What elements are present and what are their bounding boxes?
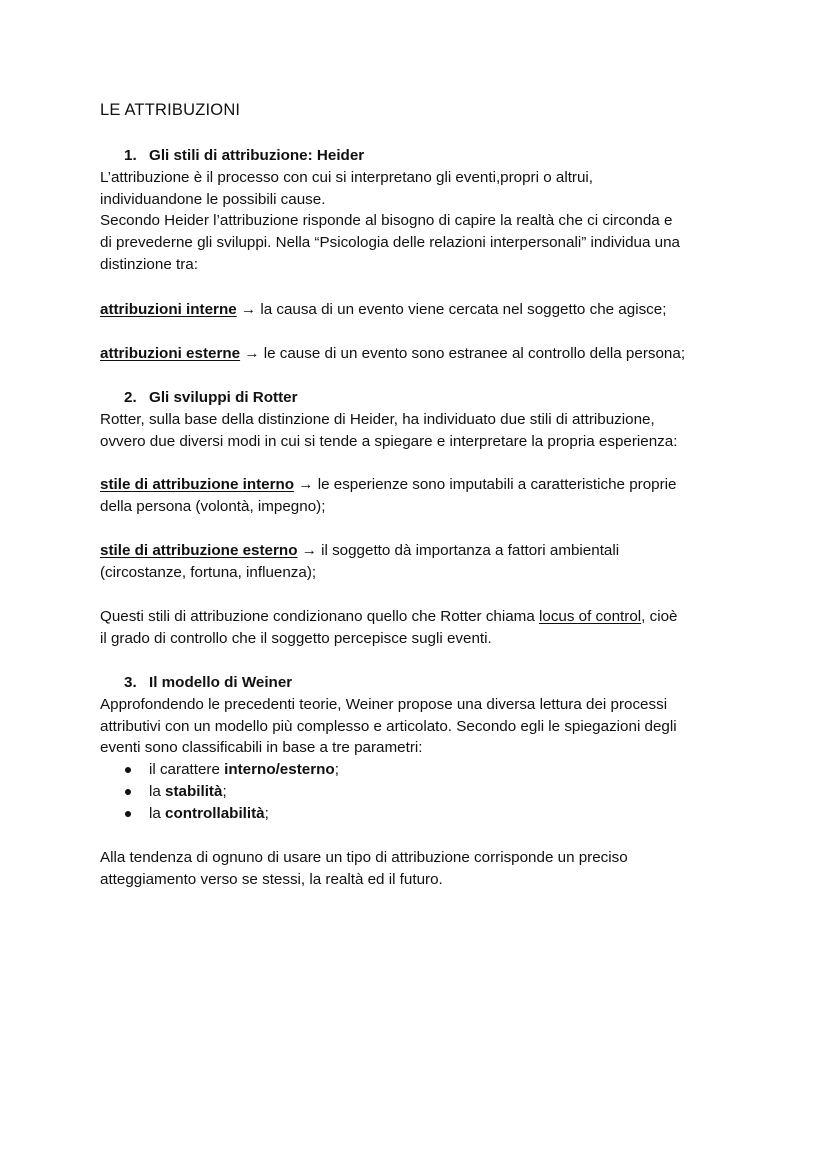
text-line: atteggiamento verso se stessi, la realtà ed il futuro. bbox=[100, 870, 443, 888]
locus-of-control-term: locus of control bbox=[539, 608, 642, 625]
definition-internal-attributions bbox=[100, 299, 740, 321]
text-line: Secondo Heider l’attribuzione risponde al bisogno di capire la realtà che ci circonda e bbox=[100, 212, 673, 230]
definition-internal-style bbox=[100, 474, 740, 518]
bullet-icon bbox=[125, 789, 131, 795]
definition-text: (circostanze, fortuna, influenza); bbox=[100, 563, 317, 581]
definition-text: → le cause di un evento sono estranee al controllo della persona; bbox=[240, 345, 686, 362]
section-heading bbox=[100, 145, 740, 167]
definition-external-attributions bbox=[100, 343, 740, 365]
section-heading-text: Il modello di Weiner bbox=[149, 674, 293, 691]
defined-term: stile di attribuzione interno bbox=[100, 476, 295, 493]
text-line: il grado di controllo che il soggetto percepisce sugli eventi. bbox=[100, 629, 492, 647]
list-item: la stabilità; bbox=[100, 781, 740, 803]
defined-term: stile di attribuzione esterno bbox=[100, 542, 298, 559]
definition-text: della persona (volontà, impegno); bbox=[100, 497, 326, 515]
text-fragment: Questi stili di attribuzione condizionano quello che Rotter chiama bbox=[100, 608, 539, 625]
section-number: 2. bbox=[124, 389, 137, 406]
section-heading-text: Gli sviluppi di Rotter bbox=[149, 389, 298, 406]
parameter-list bbox=[100, 759, 740, 824]
section-heading bbox=[100, 387, 740, 409]
paragraph bbox=[100, 167, 740, 211]
locus-of-control-paragraph bbox=[100, 606, 740, 650]
emphasis: interno/esterno bbox=[224, 761, 335, 779]
text-line: Alla tendenza di ognuno di usare un tipo di attribuzione corrisponde un preciso bbox=[100, 849, 628, 866]
definition-text: → la causa di un evento viene cercata nel soggetto che agisce; bbox=[236, 301, 667, 318]
closing-paragraph bbox=[100, 847, 740, 891]
text-line: individuandone le possibili cause. bbox=[100, 190, 326, 208]
section-heading-text: Gli stili di attribuzione: Heider bbox=[149, 147, 365, 164]
section-number: 1. bbox=[124, 147, 137, 164]
bullet-icon bbox=[125, 811, 131, 817]
paragraph bbox=[100, 694, 740, 759]
emphasis: stabilità bbox=[165, 782, 223, 800]
text-line: Approfondendo le precedenti teorie, Weiner propose una diversa lettura dei processi bbox=[100, 695, 668, 713]
text-line: eventi sono classificabili in base a tre parametri: bbox=[100, 739, 423, 757]
text-line: Rotter, sulla base della distinzione di Heider, ha individuato due stili di attribuzione, bbox=[100, 410, 655, 428]
text-line: distinzione tra: bbox=[100, 255, 198, 273]
section-heider bbox=[100, 145, 740, 276]
list-item: il carattere interno/esterno; bbox=[100, 759, 740, 781]
defined-term: attribuzioni interne bbox=[100, 301, 237, 318]
defined-term: attribuzioni esterne bbox=[100, 345, 241, 362]
text-line: L’attribuzione è il processo con cui si interpretano gli eventi,propri o altrui, bbox=[100, 168, 594, 186]
section-weiner bbox=[100, 672, 740, 825]
definition-external-style bbox=[100, 540, 740, 584]
text-line: ovvero due diversi modi in cui si tende a spiegare e interpretare la propria esperienza: bbox=[100, 432, 678, 450]
paragraph bbox=[100, 409, 740, 453]
text-fragment: , cioè bbox=[641, 608, 678, 625]
section-number: 3. bbox=[124, 674, 137, 691]
text-line: di prevederne gli sviluppi. Nella “Psicologia delle relazioni interpersonali” individua una bbox=[100, 234, 680, 252]
paragraph bbox=[100, 210, 740, 275]
section-heading bbox=[100, 672, 740, 694]
emphasis: controllabilità bbox=[165, 804, 265, 822]
text-line: attributivi con un modello più complesso e articolato. Secondo egli le spiegazioni degli bbox=[100, 717, 677, 735]
section-rotter bbox=[100, 387, 740, 452]
definition-text: → il soggetto dà importanza a fattori ambientali bbox=[297, 542, 620, 559]
list-item: la controllabilità; bbox=[100, 803, 740, 825]
page-title: LE ATTRIBUZIONI bbox=[100, 101, 241, 119]
bullet-icon bbox=[125, 767, 131, 773]
definition-text: → le esperienze sono imputabili a caratteristiche proprie bbox=[294, 476, 677, 493]
